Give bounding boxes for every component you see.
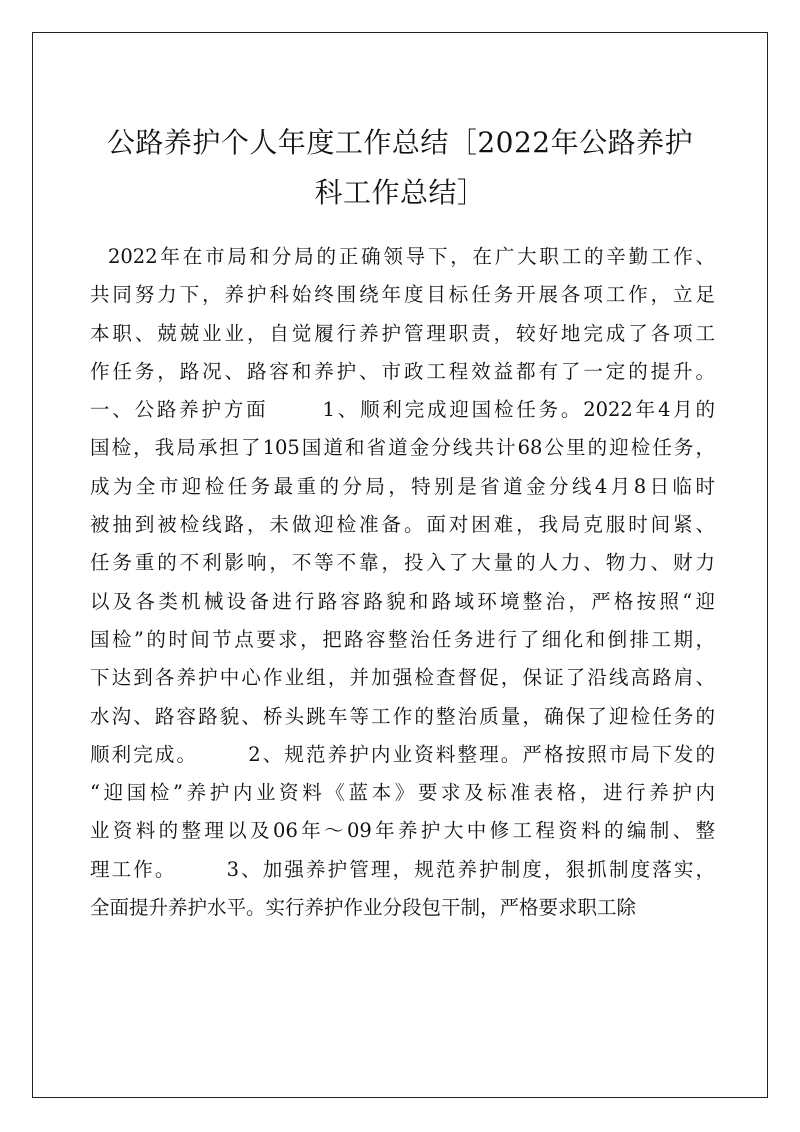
body-line: 全面提升养护水平。实行养护作业分段包干制，严格要求职工除	[90, 896, 637, 920]
body-line: 2022年在市局和分局的正确领导下，在广大职工的辛勤工作、	[90, 245, 715, 268]
body-line: 顺利完成。 2、规范养护内业资料整理。严格按照市局下发的	[90, 742, 715, 766]
body-line: 水沟、路容路貌、桥头跳车等工作的整治质量，确保了迎检任务的	[90, 704, 715, 728]
body-line: 作任务，路况、路容和养护、市政工程效益都有了一定的提升。	[90, 359, 715, 383]
body-line: 任务重的不利影响，不等不靠，投入了大量的人力、物力、财力	[90, 551, 715, 575]
body-line: 本职、兢兢业业，自觉履行养护管理职责，较好地完成了各项工	[90, 321, 715, 345]
document-body	[90, 238, 715, 927]
body-line: 被抽到被检线路，未做迎检准备。面对困难，我局克服时间紧、	[90, 513, 715, 537]
body-line: 共同努力下，养护科始终围绕年度目标任务开展各项工作，立足	[90, 283, 715, 307]
title-line-2: 科工作总结］	[314, 176, 486, 209]
document-title	[90, 118, 710, 218]
body-line: 业资料的整理以及06年～09年养护大中修工程资料的编制、整	[90, 819, 715, 843]
title-line-1: 公路养护个人年度工作总结［2022年公路养护	[106, 126, 694, 159]
body-line: 以及各类机械设备进行路容路貌和路域环境整治，严格按照“迎	[90, 589, 715, 613]
body-line: “迎国检”养护内业资料《蓝本》要求及标准表格，进行养护内	[90, 781, 715, 805]
body-line: 下达到各养护中心作业组，并加强检查督促，保证了沿线高路肩、	[90, 666, 715, 690]
body-line: 国检”的时间节点要求，把路容整治任务进行了细化和倒排工期，	[90, 627, 715, 651]
body-line: 一、公路养护方面 1、顺利完成迎国检任务。2022年4月的	[90, 398, 715, 422]
body-line: 成为全市迎检任务最重的分局，特别是省道金分线4月8日临时	[90, 474, 715, 498]
body-line: 国检，我局承担了105国道和省道金分线共计68公里的迎检任务，	[90, 436, 715, 460]
body-line: 理工作。 3、加强养护管理，规范养护制度，狠抓制度落实，	[90, 857, 715, 881]
